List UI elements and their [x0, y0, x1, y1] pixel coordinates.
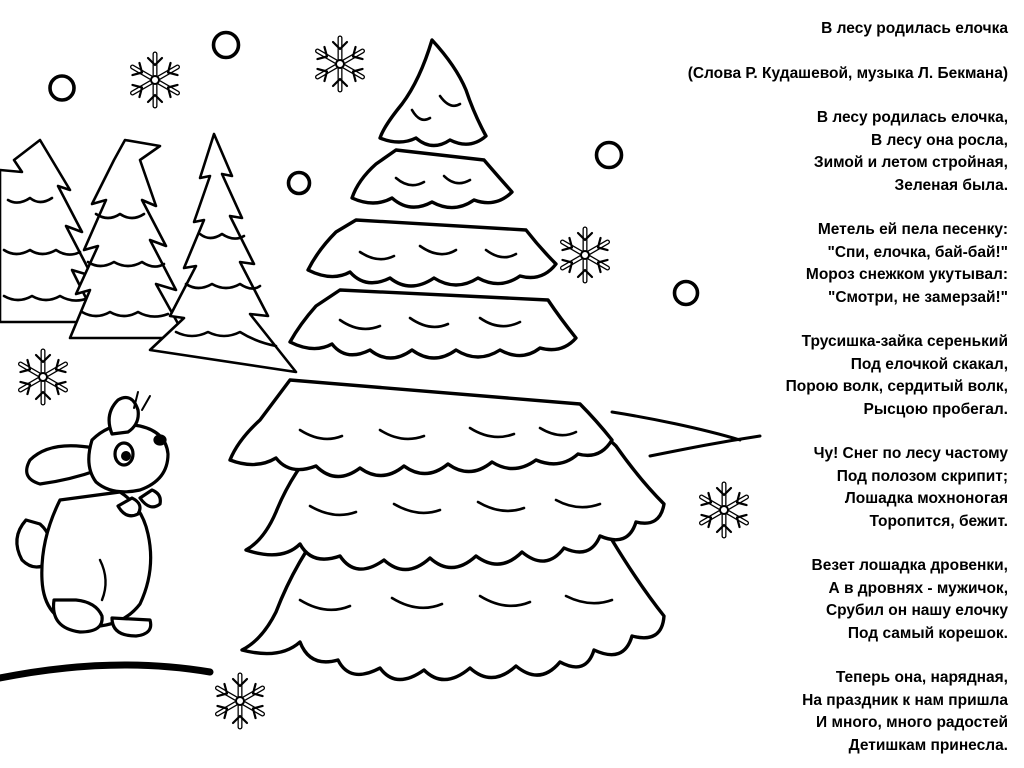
ground-line-bottom: [0, 665, 210, 678]
bunny: [17, 392, 168, 636]
poem-line: Трусишка-зайка серенький: [801, 333, 1008, 350]
poem-line: А в дровнях - мужичок,: [828, 579, 1008, 597]
poem-stanzas: [628, 107, 1008, 757]
poem: [628, 18, 1008, 757]
poem-line: Рысцою пробегал.: [863, 400, 1008, 418]
poem-line: Детишкам принесла.: [848, 736, 1008, 754]
poem-stanza: [628, 331, 1008, 421]
poem-title: В лесу родилась елочка: [821, 20, 1008, 37]
poem-stanza: [628, 107, 1008, 197]
poem-line: Торопится, бежит.: [869, 512, 1008, 530]
background-trees: [0, 134, 296, 372]
poem-stanza: [628, 443, 1008, 533]
poem-line: Зеленая была.: [894, 176, 1008, 194]
poem-line: Зимой и летом стройная,: [813, 154, 1008, 171]
poem-line: Чу! Снег по лесу частому: [813, 445, 1008, 462]
poem-line: В лесу родилась елочка,: [816, 109, 1008, 126]
poem-line: В лесу она росла,: [871, 131, 1008, 149]
poem-line: Срубил он нашу елочку: [825, 602, 1008, 619]
poem-line: Порою волк, сердитый волк,: [785, 378, 1008, 395]
poem-line: "Смотри, не замерзай!": [827, 288, 1008, 306]
poem-line: Под самый корешок.: [847, 624, 1008, 642]
poem-line: "Спи, елочка, бай-бай!": [827, 243, 1008, 261]
fir-tree: [230, 40, 664, 680]
poem-stanza: [628, 667, 1008, 757]
poem-line: На праздник к нам пришла: [802, 691, 1008, 709]
poem-line: Теперь она, нарядная,: [835, 669, 1008, 686]
poem-stanza: [628, 219, 1008, 309]
poem-stanza: [628, 555, 1008, 645]
poem-line: Под елочкой скакал,: [850, 355, 1008, 373]
poem-line: Лошадка мохноногая: [844, 490, 1008, 507]
poem-credits: (Слова Р. Кудашевой, музыка Л. Бекмана): [687, 64, 1008, 82]
poem-line: Мороз снежком укутывал:: [805, 266, 1008, 283]
poem-line: Под полозом скрипит;: [836, 467, 1008, 485]
poem-line: Везет лошадка дровенки,: [811, 557, 1008, 574]
poem-line: И много, много радостей: [816, 714, 1008, 731]
poem-line: Метель ей пела песенку:: [817, 221, 1008, 238]
